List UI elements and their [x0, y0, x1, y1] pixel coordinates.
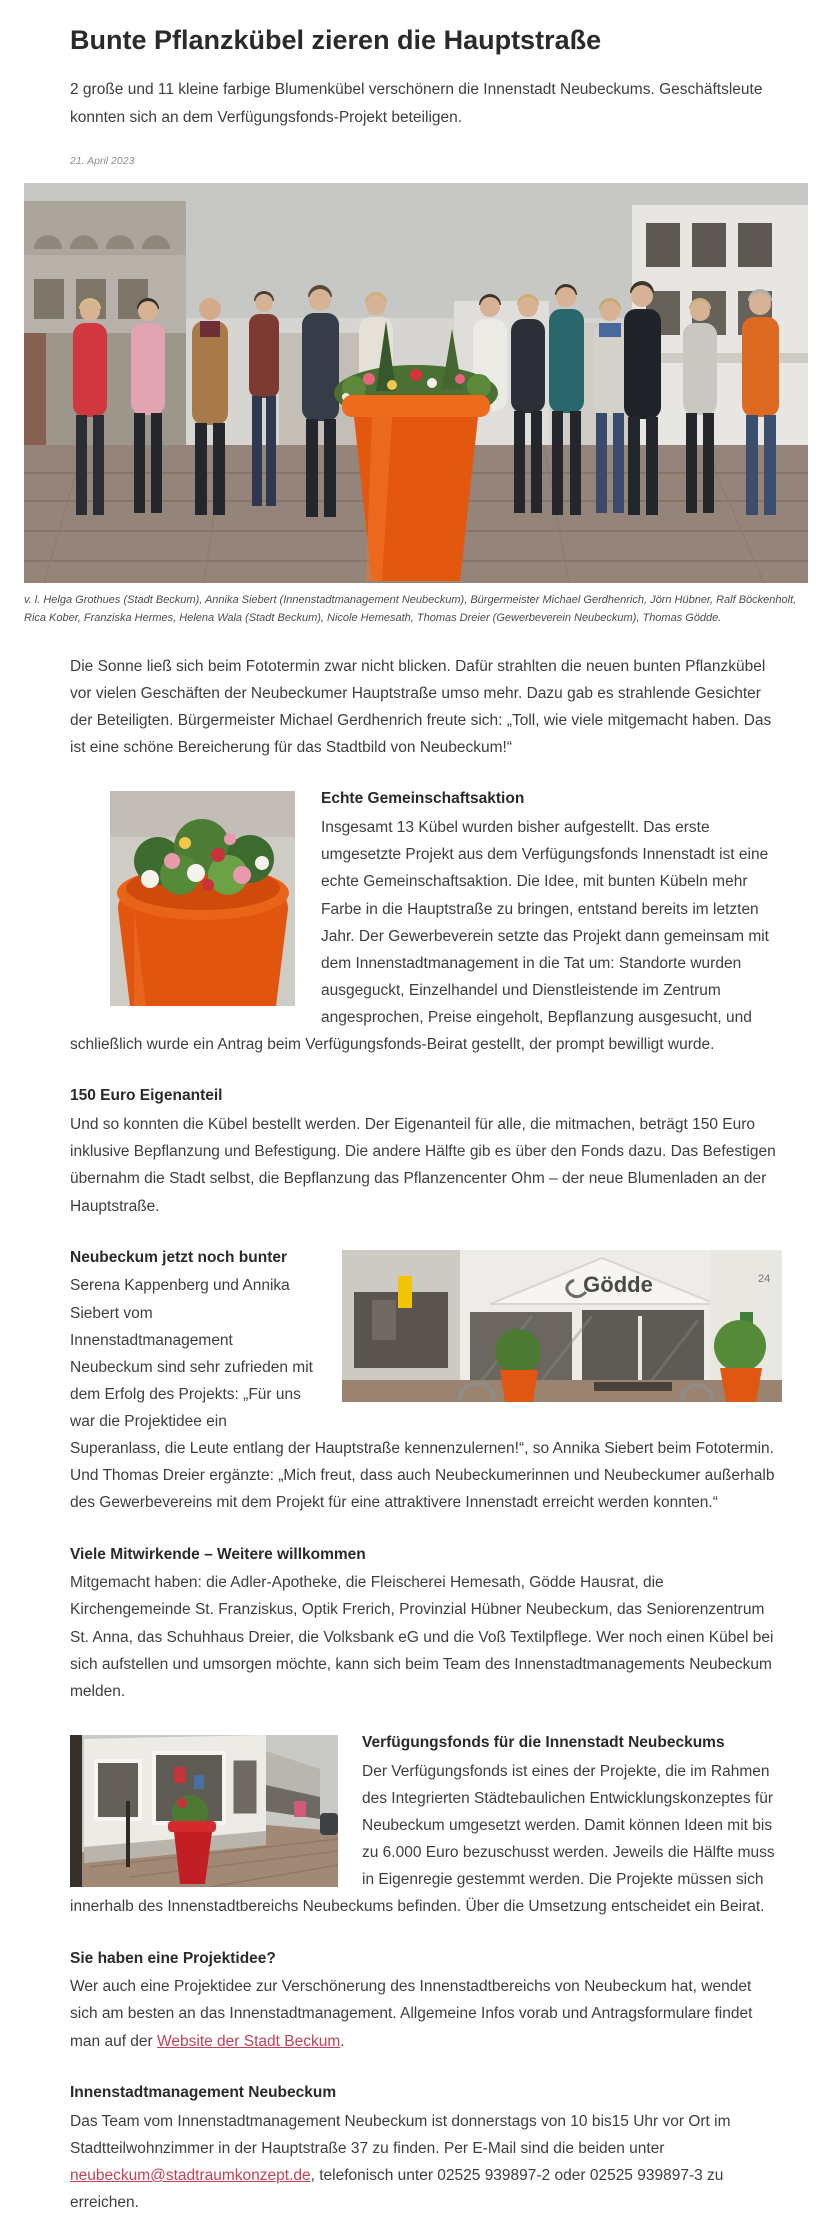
section-bunter	[70, 1246, 782, 1517]
section-heading-eigenanteil: 150 Euro Eigenanteil	[70, 1087, 223, 1105]
section-text-verfuegungsfonds: Der Verfügungsfonds ist eines der Projekte, die im Rahmen des Integrierten Städtebaulichen Entwicklungskonzeptes für Neubeckum umgesetzt werden. Damit können Ideen mit bis zu 6.000 Euro bezuschusst werden. Jeweils die Hälfte muss in Eigenregie gestemmt werden. Die Projekte müssen sich innerhalb des Innenstadtbereichs Neubeckums befinden. Über die Umsetzung entscheidet ein Beirat.	[70, 1762, 775, 1916]
section-heading-mitwirkende: Viele Mitwirkende – Weitere willkommen	[70, 1545, 366, 1563]
stadt-beckum-website-link[interactable]: Website der Stadt Beckum	[157, 2032, 341, 2050]
article-subtitle: 2 große und 11 kleine farbige Blumenkübel verschönern die Innenstadt Neubeckums. Geschäftsleute konnten sich an dem Verfügungsfonds-Projekt beteiligen.	[70, 81, 763, 126]
kontakt-text-after: , telefonisch unter 02525 939897-2 oder 02525 939897-3 zu erreichen.	[70, 2166, 724, 2211]
section-heading-bunter: Neubeckum jetzt noch bunter	[70, 1248, 288, 1266]
flowerpot-closeup-photo	[110, 791, 295, 1006]
street-corner-illustration	[70, 1735, 338, 1887]
intro-paragraph: Die Sonne ließ sich beim Fototermin zwar nicht blicken. Dafür strahlten die neuen bunten Pflanzkübel vor vielen Geschäften der Neubeckumer Hauptstraße umso mehr. Dazu gab es strahlende Gesichter der Beteiligten. Bürgermeister Michael Gerdhenrich freute sich: „Toll, wie viele mitgemacht haben. Das ist eine schöne Bereicherung für das Stadtbild von Neubeckum!“	[70, 657, 772, 757]
email-link[interactable]: neubeckum@stadtraumkonzept.de	[70, 2166, 311, 2184]
hero-group-photo	[24, 183, 808, 583]
red-planter-street-photo	[70, 1735, 338, 1887]
section-projektidee	[70, 1947, 782, 2055]
projektidee-text-after: .	[340, 2032, 345, 2050]
section-text-mitwirkende: Mitgemacht haben: die Adler-Apotheke, die Fleischerei Hemesath, Gödde Hausrat, die Kirchengemeinde St. Franziskus, Optik Frerich, Provinzial Hübner Neubeckum, das Seniorenzentrum St. Anna, das Schuhhaus Dreier, die Volksbank eG und die Voß Textilpflege. Wer noch einen Kübel bei sich aufstellen und umsorgen möchte, kann sich beim Team des Innenstadtmanagements Neubeckum melden.	[70, 1574, 774, 1700]
section-heading-gemeinschaftsaktion: Echte Gemeinschaftsaktion	[321, 790, 525, 808]
goedde-sign-text: Gödde	[583, 1271, 653, 1297]
section-heading-verfuegungsfonds: Verfügungsfonds für die Innenstadt Neubeckums	[362, 1733, 725, 1751]
flowerpot-illustration	[110, 791, 295, 1006]
house-number-text: 24	[758, 1272, 771, 1285]
section-text-gemeinschaftsaktion: Insgesamt 13 Kübel wurden bisher aufgestellt. Das erste umgesetzte Projekt aus dem Verfügungsfonds Innenstadt ist eine echte Gemeinschaftsaktion. Die Idee, mit bunten Kübeln mehr Farbe in die Hauptstraße zu bringen, entstand bereits im letzten Jahr. Der Gewerbeverein setzte das Projekt dann gemeinsam mit dem Innenstadtmanagement in die Tat um: Standorte wurden ausgeguckt, Einzelhandel und Dienstleistende im Zentrum angesprochen, Preise eingeholt, Bepflanzung ausgesucht, und schließlich wurde ein Antrag beim Verfügungsfonds-Beirat gestellt, der prompt bewilligt wurde.	[70, 819, 769, 1054]
section-mitwirkende	[70, 1543, 782, 1705]
section-gemeinschaftsaktion	[70, 787, 782, 1058]
storefront-illustration	[342, 1250, 782, 1402]
section-text-projektidee	[70, 1973, 782, 2054]
section-text-kontakt	[70, 2108, 782, 2217]
section-text-bunter: Serena Kappenberg und Annika Siebert vom Innenstadtmanagement Neubeckum sind sehr zufrieden mit dem Erfolg des Projekts: „Für uns war die Projektidee ein Superanlass, die Leute entlang der Hauptstraße kennenzulernen!“, so Annika Siebert beim Fototermin. Und Thomas Dreier ergänzte: „Mich freut, dass auch Neubeckumerinnen und Neubeckumer außerhalb des Gewerbevereins mit dem Projekt für eine attraktivere Innenstadt erreicht werden konnten.“	[70, 1277, 775, 1512]
hero-photo-illustration	[24, 183, 808, 583]
section-verfuegungsfonds	[70, 1731, 782, 1921]
hero-caption: v. l. Helga Grothues (Stadt Beckum), Annika Siebert (Innenstadtmanagement Neubeckum), Bürgermeister Michael Gerdhenrich, Jörn Hübner, Ralf Böckenholt, Rica Kober, Franziska Hermes, Helena Wala (Stadt Beckum), Nicole Hemesath, Thomas Dreier (Gewerbeverein Neubeckum), Thomas Gödde.	[24, 593, 797, 624]
section-heading-kontakt: Innenstadtmanagement Neubeckum	[70, 2083, 337, 2101]
section-text-eigenanteil: Und so konnten die Kübel bestellt werden. Der Eigenanteil für alle, die mitmachen, beträgt 150 Euro inklusive Bepflanzung und Befestigung. Die andere Hälfte gib es über den Fonds dazu. Das Befestigen übernahm die Stadt selbst, die Bepflanzung das Pflanzencenter Ohm – der neue Blumenladen an der Hauptstraße.	[70, 1116, 776, 1215]
section-heading-projektidee: Sie haben eine Projektidee?	[70, 1949, 276, 1967]
section-eigenanteil	[70, 1084, 782, 1219]
kontakt-text-before: Das Team vom Innenstadtmanagement Neubeckum ist donnerstags von 10 bis15 Uhr vor Ort im Stadtteilwohnzimmer in der Hauptstraße 37 zu finden. Per E-Mail sind die beiden unter	[70, 2112, 731, 2157]
section-kontakt	[70, 2081, 782, 2216]
projektidee-text-before: Wer auch eine Projektidee zur Verschönerung des Innenstadtbereichs von Neubeckum hat, wendet sich am besten an das Innenstadtmanagement. Allgemeine Infos vorab und Antragsformulare findet man auf der	[70, 1978, 753, 2050]
article-body	[70, 653, 782, 2216]
article-date: 21. April 2023	[70, 154, 135, 167]
goedde-storefront-photo	[342, 1250, 782, 1402]
page-title: Bunte Pflanzkübel zieren die Hauptstraße	[70, 25, 602, 55]
